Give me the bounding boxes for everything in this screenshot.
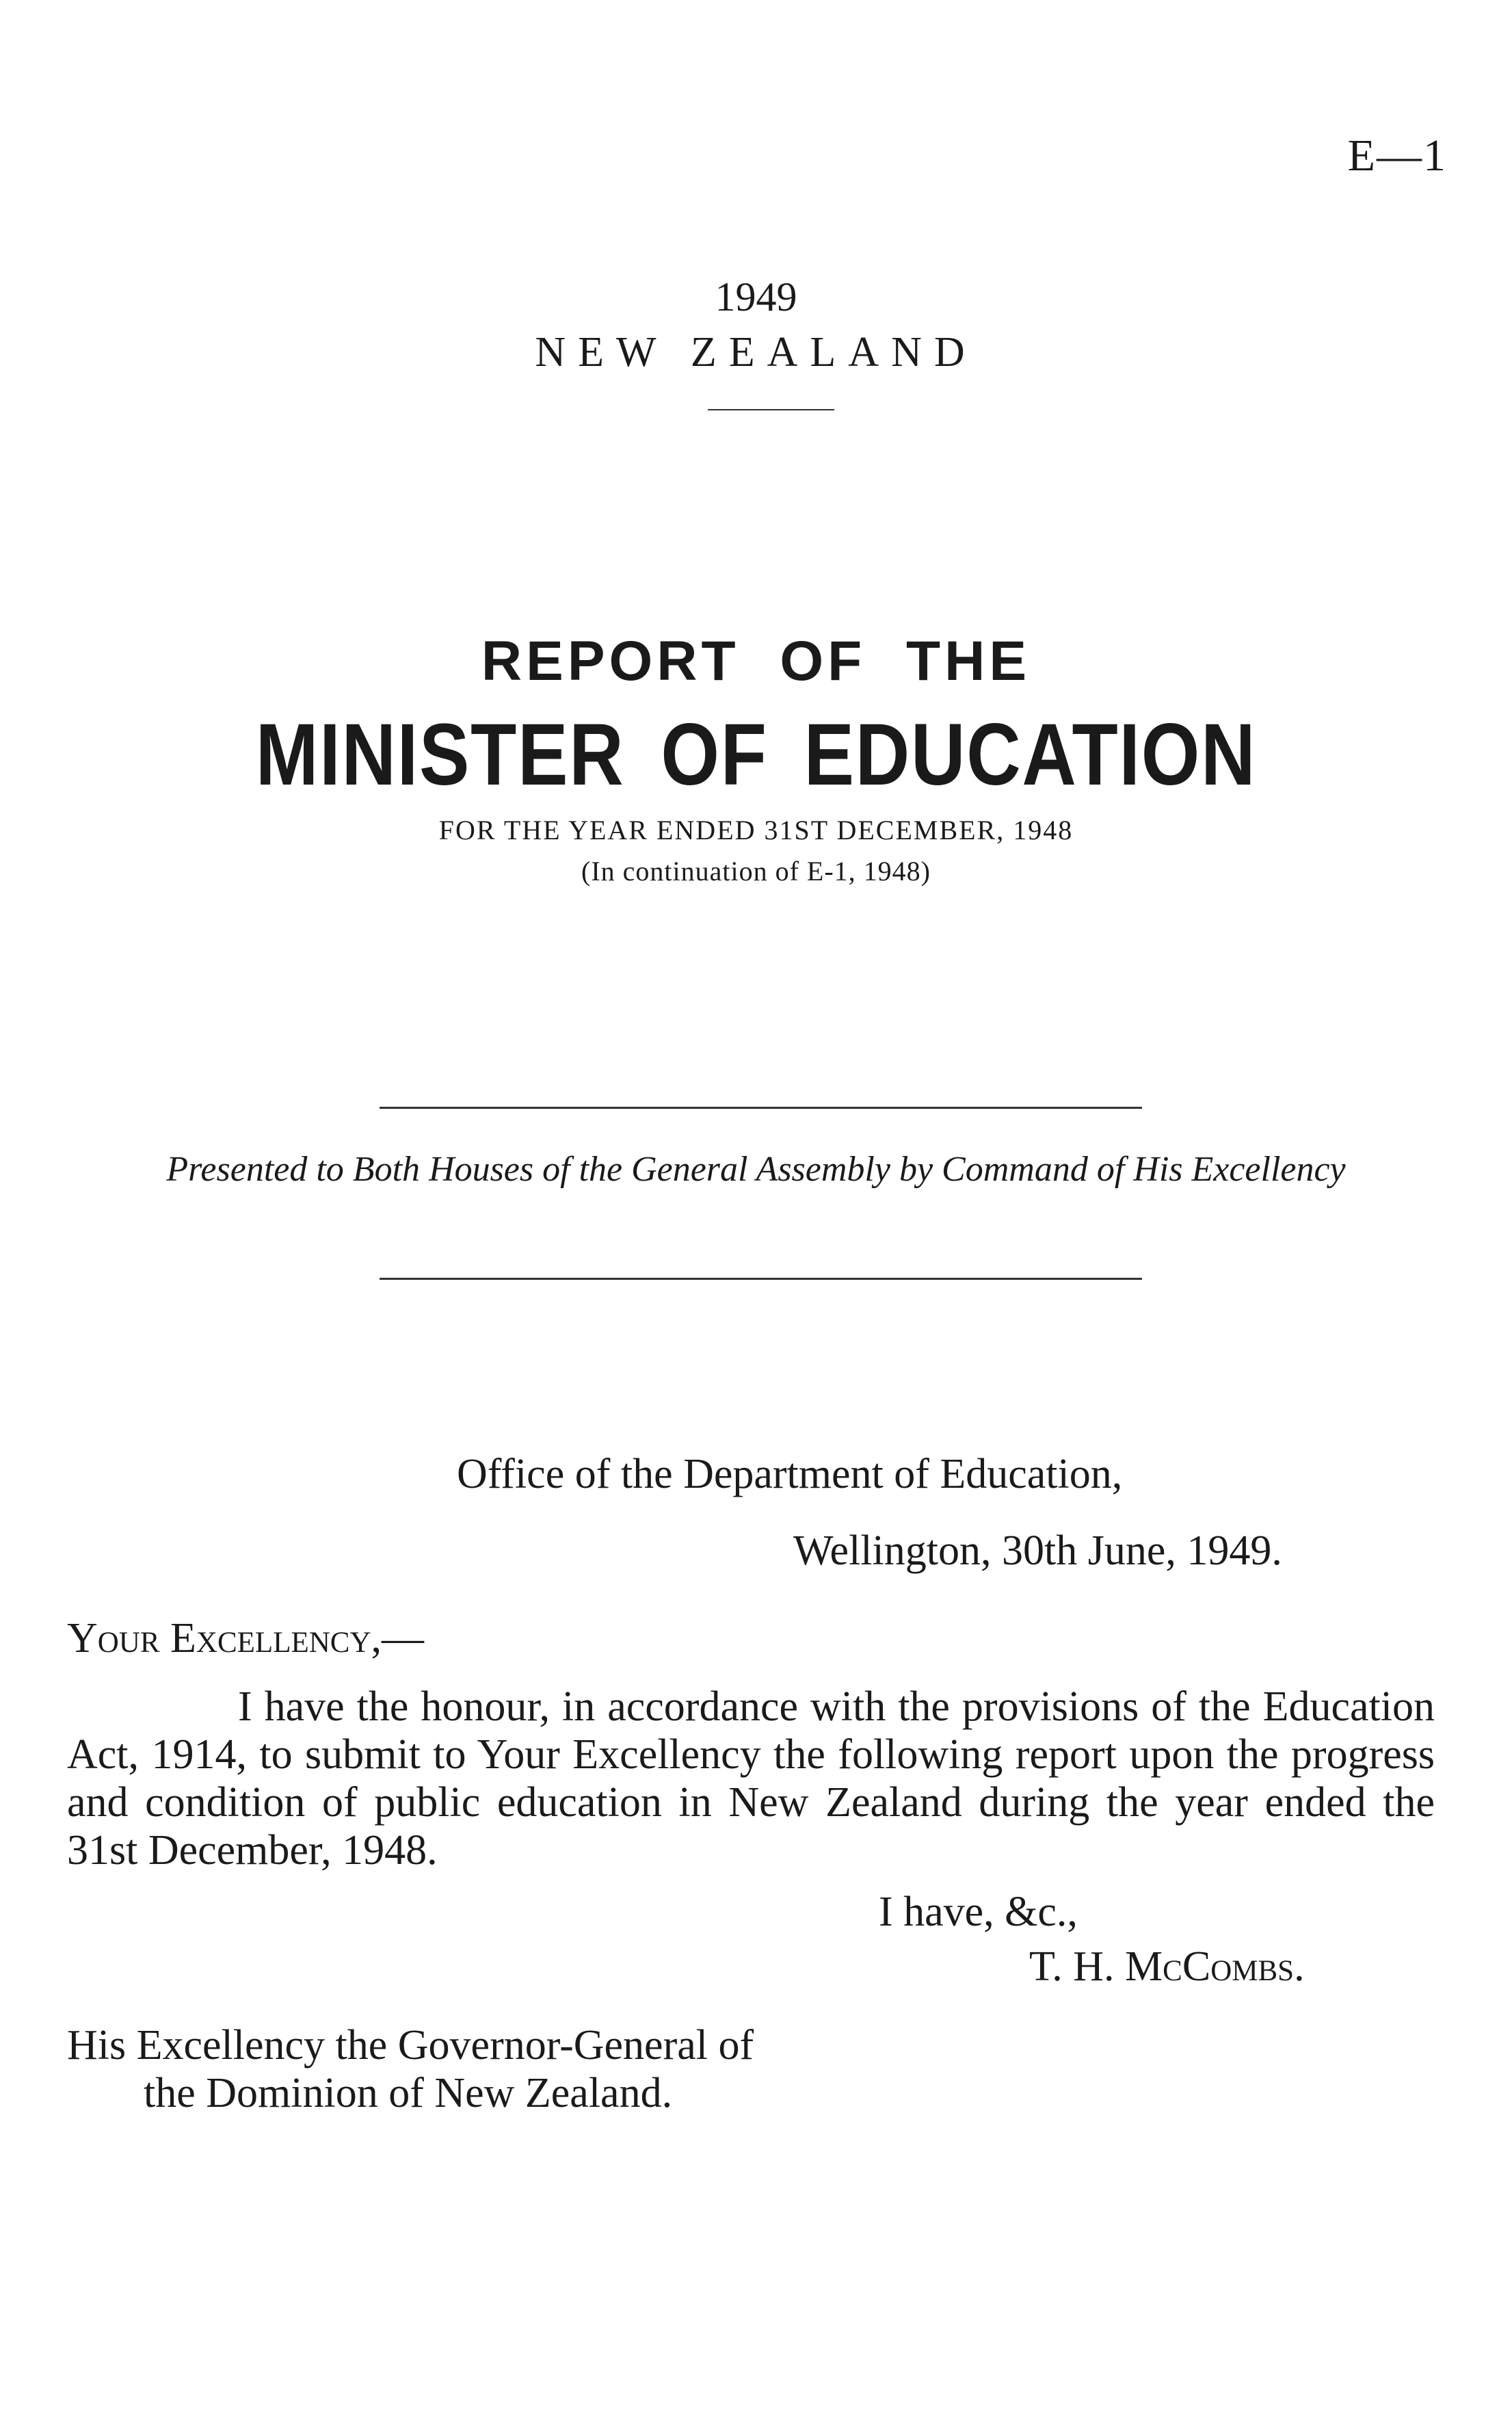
presentation-statement: Presented to Both Houses of the General Assembly by Command of His Excellency [166,1150,1346,1189]
letter-closing: I have, &c., [879,1889,1078,1935]
country-heading: NEW ZEALAND [535,329,977,376]
document-reference: E—1 [1347,131,1447,181]
publication-year: 1949 [715,274,797,319]
header-divider [708,409,834,410]
letter-body: I have the honour, in accordance with the provisions of the Education Act, 1914, to submit to Your Excellency the following report upon the progress and condition of public education in New Zealand during the year ended the 31st December, 1948. [67,1683,1435,1874]
presentation-rule-bottom [380,1278,1142,1280]
presentation-rule-top [380,1107,1142,1109]
addressee-line-2: the Dominion of New Zealand. [144,2070,673,2116]
letter-salutation: Your Excellency,— [67,1615,425,1662]
letter-place-date: Wellington, 30th June, 1949. [793,1527,1282,1574]
letter-office: Office of the Department of Education, [457,1451,1123,1497]
title-line-2: MINISTER OF EDUCATION [255,706,1257,804]
addressee-line-1: His Excellency the Governor-General of [67,2022,754,2069]
title-line-1: REPORT OF THE [481,630,1031,692]
report-period: FOR THE YEAR ENDED 31ST DECEMBER, 1948 [438,815,1074,845]
continuation-note: (In continuation of E-1, 1948) [581,856,931,887]
letter-signature: T. H. McCombs. [1029,1943,1305,1990]
